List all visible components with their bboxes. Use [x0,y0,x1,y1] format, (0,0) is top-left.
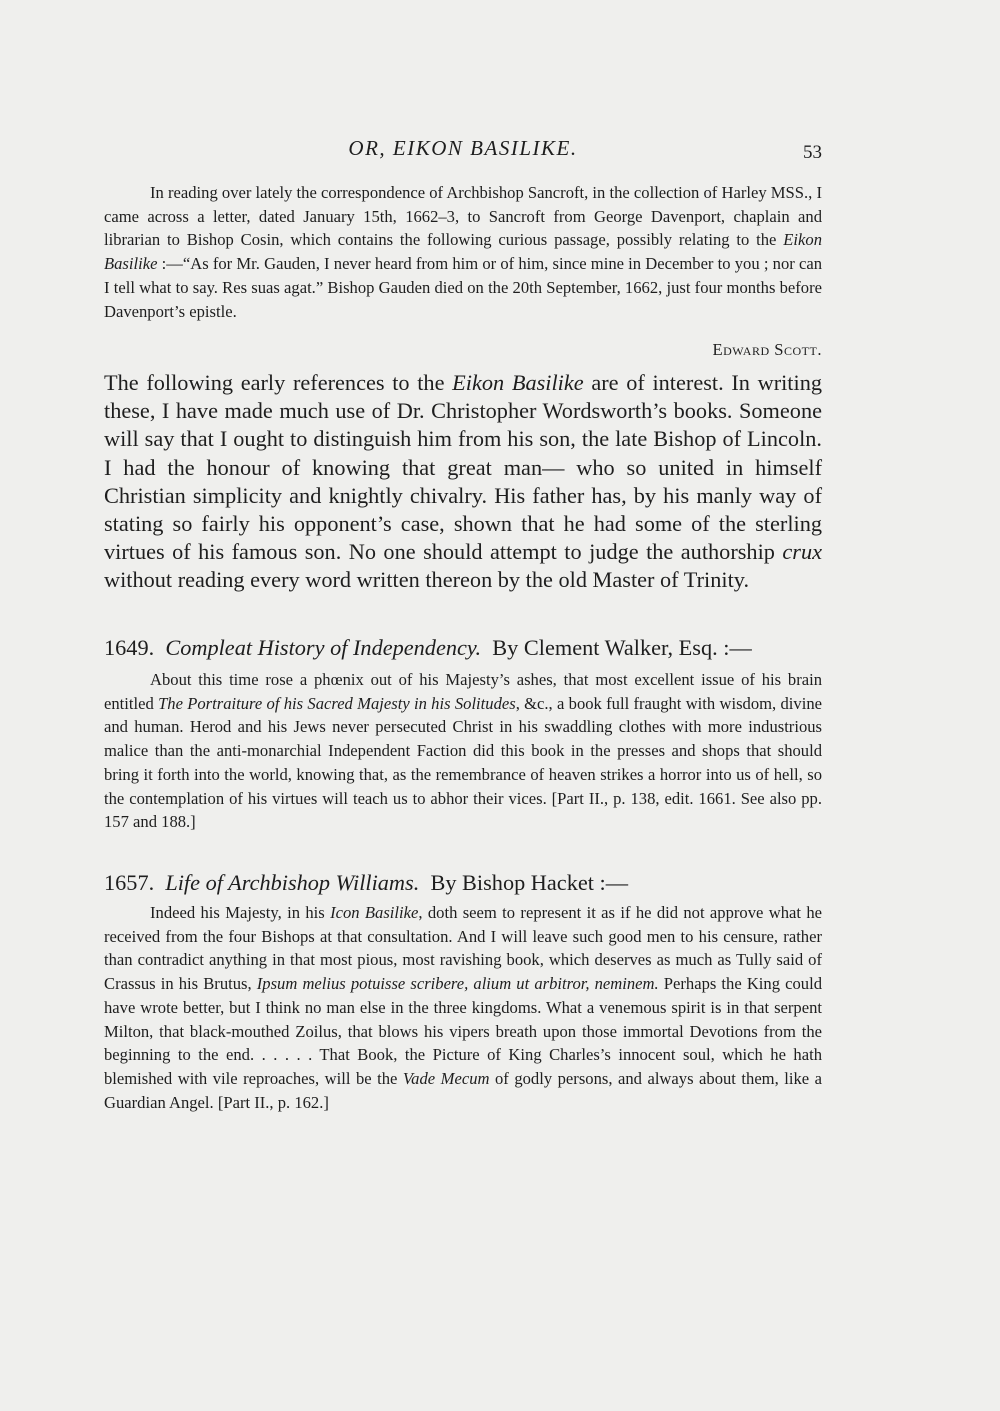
quote-1649-text-2: , &c., a book full fraught with wisdom, divine and human. Herod and his Jews never persecuted Christ in his swaddling clothes with more industrious malice than the anti-monarchial Independent Faction did this book in the presses and shops that should bring it forth into the world, knowing that, as the remembrance of heaven strikes a horror into us of hell, so the contemplation of his virtues will teach us to abhor their vices. [Part II., p. 138, edit. 1661. See also pp. 157 and 188.] [104,693,822,832]
intro-italic-crux: crux [782,539,822,565]
sancroft-paragraph [104,181,822,323]
heading-1649 [104,634,822,662]
quote-1649-text-1: About this time rose a phœnix out of his Majesty’s ashes, that most excellent issue of his brain entitled [104,670,822,713]
quote-1649 [104,668,822,834]
heading-1657-year: 1657. [104,870,155,895]
intro-text-2: are of interest. In writing these, I have made much use of Dr. Christopher Wordsworth’s books. Someone will say that I ought to distinguish him from his son, the late Bishop of Lincoln. I had the honour of knowing that great man— who so united in himself Christian simplicity and knightly chivalry. His father has, by his manly way of stating so fairly his opponent’s case, shown that he had some of the sterling virtues of his famous son. No one should attempt to judge the authorship [104,370,822,565]
quote-1649-italic: The Portraiture of his Sacred Majesty in his Solitudes [158,693,516,713]
sancroft-note [104,181,822,323]
intro-italic-eikon: Eikon Basilike [452,370,584,395]
quote-1657-text-3: Perhaps the King could have wrote better, but I think no man else in the three kingdoms. What a venemous spirit is in that serpent Milton, that black-mouthed Zoilus, that blows his vipers breath upon those immortal Devotions from the beginning to the end. . . . . . That Book, the Picture of King Charles’s innocent soul, which he hath blemished with vile reproaches, will be the [104,974,822,1088]
quote-1657-text-4: of godly persons, and always about them, like a Guardian Angel. [Part II., p. 162.] [104,1068,822,1112]
quote-1657-italic-latin: Ipsum melius potuisse scribere, alium ut arbitror, neminem. [256,974,659,994]
sancroft-italic: Eikon Basilike [104,230,822,274]
signature-edward-scott: Edward Scott. [712,340,822,359]
intro-text-3: without reading every word written thereon by the old Master of Trinity. [104,567,750,593]
heading-1657-author: By Bishop Hacket :— [430,870,629,895]
sancroft-text-2: :—“As for Mr. Gauden, I never heard from him or of him, since mine in December to you ; nor can I tell what to say. Res suas agat.” Bishop Gauden died on the 20th September, 1662, just four months before Davenport’s epistle. [104,254,822,321]
heading-1649-author: By Clement Walker, Esq. :— [492,635,752,660]
heading-1649-year: 1649. [104,635,155,660]
quote-1657-italic-vade: Vade Mecum [402,1068,490,1088]
sancroft-text-1: In reading over lately the correspondence of Archbishop Sancroft, in the collection of Harley MSS., I came across a letter, dated January 15th, 1662–3, to Sancroft from George Davenport, chaplain and librarian to Bishop Cosin, which contains the following curious passage, possibly relating to the [104,183,822,250]
quote-1657-italic-icon: Icon Basilike [330,903,419,922]
running-head: OR, EIKON BASILIKE. [348,136,578,160]
page-header [104,136,822,166]
quote-1657-text-1: Indeed his Majesty, in his [150,903,331,922]
quote-1657 [104,901,822,1114]
intro-paragraph [104,369,822,595]
heading-1649-title: Compleat History of Independency. [165,635,482,660]
page-number: 53 [803,142,822,163]
heading-1657-title: Life of Archbishop Williams. [165,870,420,895]
intro-text-1: The following early references to the [104,370,453,395]
quote-1657-text-2: , doth seem to represent it as if he did not approve what he received from the four Bishops at that consultation. And I will leave such good men to his censure, rather than contradict anything in that most pious, most ravishing book, which deserves as much as Tully said of Crassus in his Brutus, [104,903,822,994]
heading-1657 [104,869,822,897]
